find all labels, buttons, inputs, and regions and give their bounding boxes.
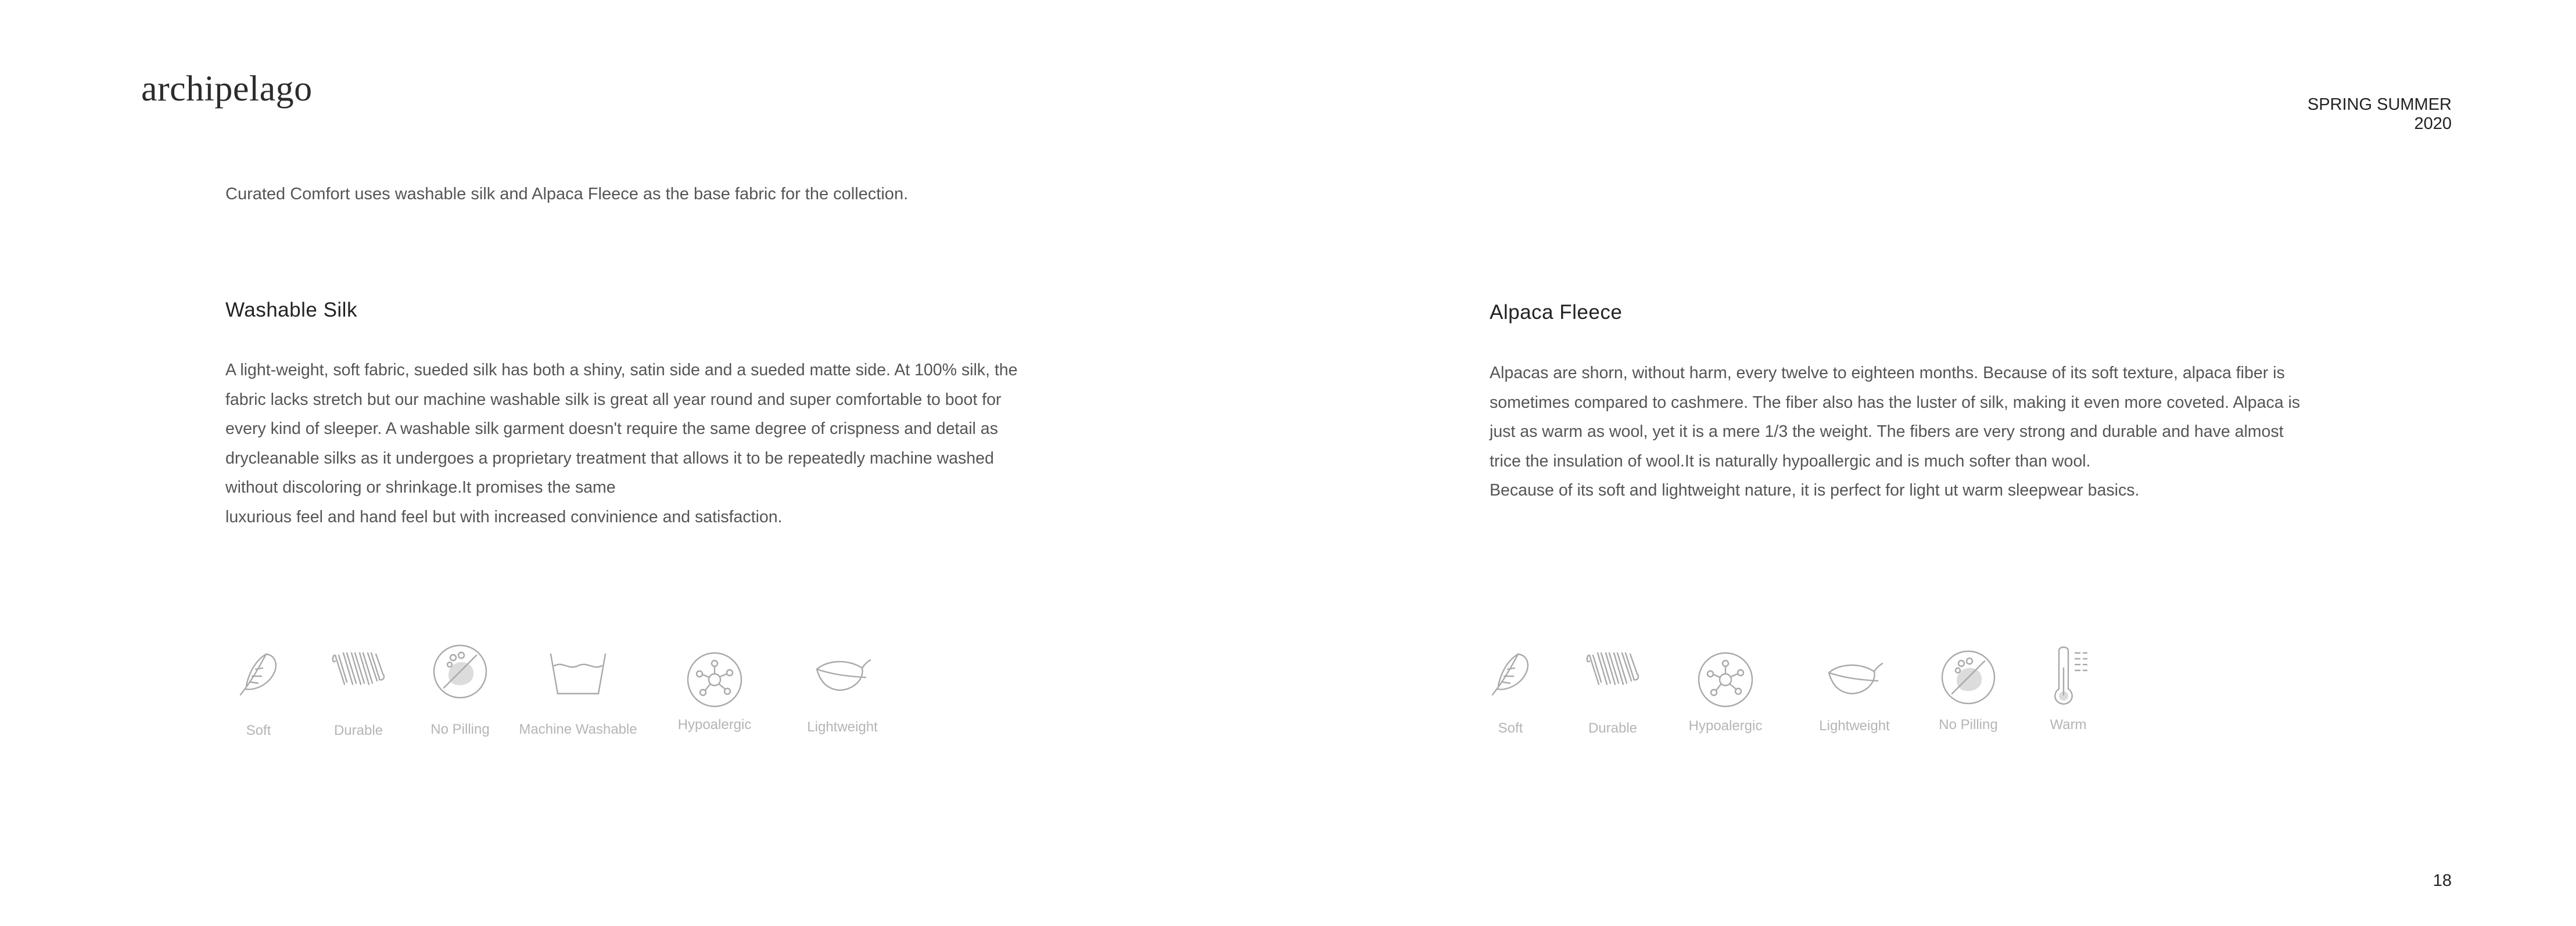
no-pilling-icon: [431, 643, 489, 701]
silk-line: A light-weight, soft fabric, sueded silk has both a shiny, satin side and a sueded matte side. At 100% silk, the: [225, 361, 1018, 379]
alpaca-feature-warm: [2045, 645, 2091, 733]
feature-label: No Pilling: [430, 722, 490, 737]
silk-feature-durable: [329, 648, 388, 738]
leaf-icon: [813, 656, 871, 697]
feature-label: Hypoalergic: [677, 717, 752, 733]
alpaca-line: just as warm as wool, yet it is a mere 1/3 the weight. The fibers are very strong and durable and have almost: [1490, 422, 2284, 441]
page-number: 18: [2433, 871, 2452, 890]
alpaca-line: Alpacas are shorn, without harm, every twelve to eighteen months. Because of its soft texture, alpaca fiber is: [1490, 364, 2285, 382]
feature-label: Durable: [333, 723, 383, 738]
no-pilling-icon: [1939, 648, 1997, 706]
alpaca-feature-lightweight: [1819, 660, 1890, 734]
silk-feature-lightweight: [807, 656, 878, 735]
alpaca-description: [1490, 358, 2300, 505]
rope-icon: [329, 648, 388, 695]
silk-feature-soft: [232, 644, 285, 738]
alpaca-feature-durable: [1584, 648, 1642, 736]
feature-label: Machine Washable: [519, 722, 637, 737]
silk-description: [225, 356, 1018, 532]
season-label: SPRING SUMMER 2020: [2307, 95, 2452, 133]
silk-feature-no-pilling: [430, 643, 490, 737]
wash-basin-icon: [546, 651, 610, 697]
alpaca-feature-no-pilling: [1939, 648, 1998, 733]
feature-label: Warm: [2050, 717, 2087, 733]
feature-label: Durable: [1588, 720, 1638, 736]
silk-line: without discoloring or shrinkage.It promises the same: [225, 478, 616, 497]
feature-label: Lightweight: [1819, 718, 1890, 734]
alpaca-heading: Alpaca Fleece: [1490, 301, 1623, 324]
feather-icon: [232, 644, 285, 699]
silk-line: every kind of sleeper. A washable silk garment doesn't require the same degree of crispness and detail as: [225, 419, 998, 438]
brand-logo: archipelago: [141, 69, 313, 109]
intro-text: Curated Comfort uses washable silk and Alpaca Fleece as the base fabric for the collection.: [225, 185, 909, 203]
alpaca-line: trice the insulation of wool.It is naturally hypoallergic and is much softer than wool.: [1490, 451, 2091, 471]
silk-line: fabric lacks stretch but our machine washable silk is great all year round and super comfortable to boot for: [225, 390, 1002, 409]
feature-label: Hypoalergic: [1688, 718, 1763, 734]
alpaca-line: Because of its soft and lightweight nature, it is perfect for light ut warm sleepwear basics.: [1490, 481, 2140, 500]
feature-label: Soft: [1498, 720, 1523, 736]
feature-label: Soft: [246, 723, 271, 738]
feature-label: No Pilling: [1939, 717, 1998, 733]
silk-feature-hypoalergic: [677, 651, 752, 733]
rope-icon: [1584, 648, 1642, 695]
alpaca-feature-hypoalergic: [1688, 651, 1763, 734]
silk-line: drycleanable silks as it undergoes a proprietary treatment that allows it to be repeatedly machine washed: [225, 448, 994, 468]
thermometer-icon: [2045, 645, 2091, 709]
alpaca-line: sometimes compared to cashmere. The fiber also has the luster of silk, making it even more coveted. Alpaca is: [1490, 393, 2301, 412]
feather-icon: [1484, 644, 1537, 699]
silk-feature-machine-washable: [519, 651, 637, 737]
leaf-icon: [1825, 660, 1883, 701]
silk-line: luxurious feel and hand feel but with increased convinience and satisfaction.: [225, 507, 783, 526]
molecule-icon: [1696, 651, 1755, 709]
alpaca-feature-soft: [1484, 644, 1537, 736]
silk-heading: Washable Silk: [225, 299, 357, 321]
feature-label: Lightweight: [807, 719, 878, 735]
molecule-icon: [686, 651, 744, 709]
